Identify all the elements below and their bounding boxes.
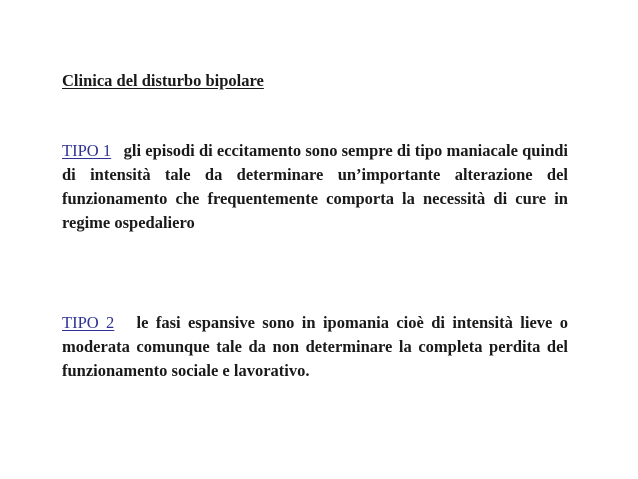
section-text-tipo-2: le fasi espansive sono in ipomania cioè di intensità lieve o moderata comunque tale da non determinare la completa perdita del funzionamento sociale e lavorativo. — [62, 313, 568, 380]
section-label-tipo-2: TIPO 2 — [62, 313, 115, 332]
section-label-tipo-1: TIPO 1 — [62, 141, 112, 160]
section-tipo-2 — [62, 311, 568, 383]
slide-title: Clinica del disturbo bipolare — [62, 71, 264, 90]
section-tipo-1 — [62, 139, 568, 235]
section-text-tipo-1: gli episodi di eccitamento sono sempre di tipo maniacale quindi di intensità tale da determinare un’importante alterazione del funzionamento che frequentemente comporta la necessità di cure in regime ospedaliero — [62, 141, 569, 232]
